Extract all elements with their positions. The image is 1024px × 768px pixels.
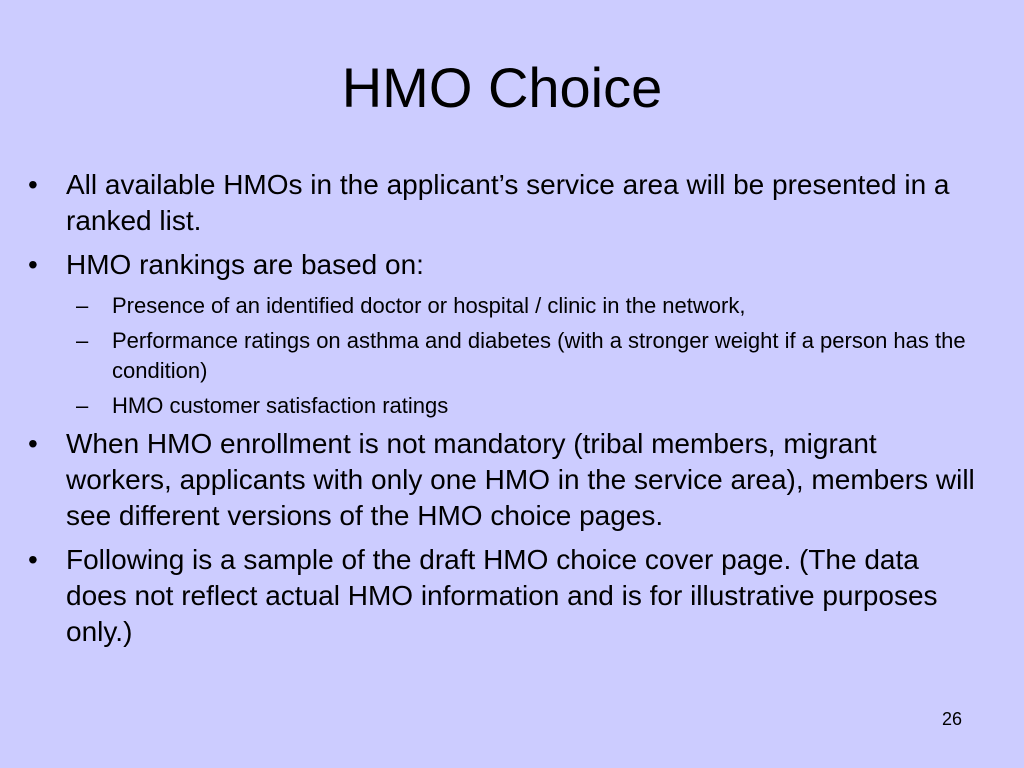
bullet-item: [28, 542, 978, 650]
page-number: 26: [941, 709, 962, 729]
subbullet-text: Performance ratings on asthma and diabetes (with a stronger weight if a person has the condition): [112, 328, 966, 383]
bullet-text: HMO rankings are based on:: [66, 249, 424, 280]
slide-title: HMO Choice: [341, 56, 663, 119]
bullet-marker: •: [28, 544, 38, 575]
bullet-marker: •: [28, 169, 38, 200]
bullet-text: Following is a sample of the draft HMO choice cover page. (The data does not reflect actual HMO information and is for illustrative purposes only.): [66, 544, 938, 647]
bullet-marker: •: [28, 428, 38, 459]
bullet-item: [28, 426, 978, 534]
bullet-item: [28, 167, 978, 239]
subbullet-marker: –: [76, 328, 89, 353]
subbullet-text: Presence of an identified doctor or hospital / clinic in the network,: [112, 293, 746, 318]
subbullet-item: [28, 391, 978, 421]
subbullet-marker: –: [76, 393, 89, 418]
slide-content: [28, 167, 978, 658]
bullet-text: When HMO enrollment is not mandatory (tribal members, migrant workers, applicants with only one HMO in the service area), members will see different versions of the HMO choice pages.: [66, 428, 975, 531]
subbullet-marker: –: [76, 293, 89, 318]
subbullet-item: [28, 326, 978, 386]
bullet-marker: •: [28, 249, 38, 280]
bullet-text: All available HMOs in the applicant’s service area will be presented in a ranked list.: [66, 169, 950, 236]
subbullet-text: HMO customer satisfaction ratings: [112, 393, 449, 418]
bullet-item: [28, 247, 978, 283]
subbullet-item: [28, 291, 978, 321]
